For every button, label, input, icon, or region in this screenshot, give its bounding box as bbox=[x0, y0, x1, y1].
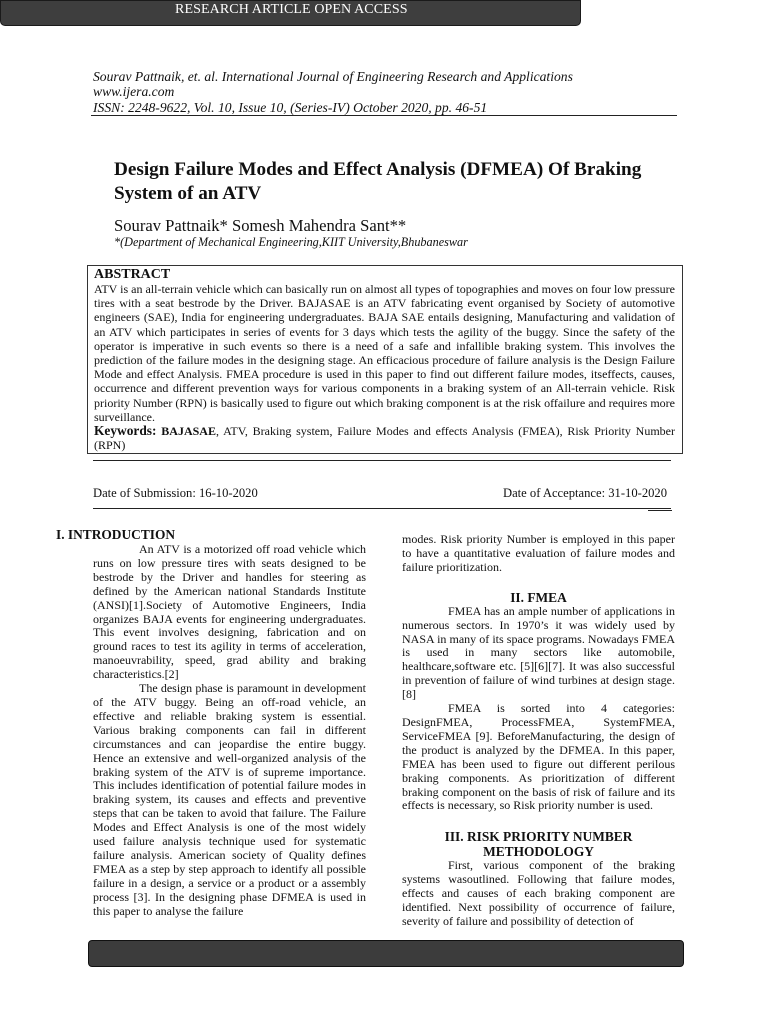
right-column bbox=[402, 533, 675, 929]
fmea-paragraph: FMEA is sorted into 4 categories: DesignFMEA, ProcessFMEA, SystemFMEA, ServiceFMEA [9]. BeforeManufacturing, the design of the product is analyzed by the DFMEA. In this paper, FMEA has been used to figure out different perilous braking components. As prioritization of different braking component on the basis of risk of failure and its effects is necessary, so Risk priority number is used. bbox=[402, 701, 675, 813]
section-heading-fmea: II. FMEA bbox=[510, 589, 567, 605]
keywords-rest: , ATV, Braking system, Failure Modes and effects Analysis (FMEA), Risk Priority Number (RPN) bbox=[94, 424, 675, 453]
introduction-paragraph: An ATV is a motorized off road vehicle which runs on low pressure tires with seats designed to be bestrode by the Driver and handles for steering as defined by the American national Standards Institute (ANSI)[1].Society of Automotive Engineers, India organizes BAJA events for engineering undergraduates. This event involves designing, fabrication and on ground races to test its agility in terms of acceleration, manoeuvrability, speed, grad ability and braking characteristics.[2] bbox=[93, 542, 366, 682]
abstract-heading: ABSTRACT bbox=[94, 267, 171, 282]
paper-authors: Sourav Pattnaik* Somesh Mahendra Sant** bbox=[114, 216, 407, 235]
author-affiliation: *(Department of Mechanical Engineering,KIIT University,Bhubaneswar bbox=[114, 235, 468, 249]
journal-issn: ISSN: 2248-9622, Vol. 10, Issue 10, (Series-IV) October 2020, pp. 46-51 bbox=[93, 99, 488, 115]
footer-bar bbox=[88, 940, 684, 967]
submission-date: Date of Submission: 16-10-2020 bbox=[93, 486, 258, 500]
journal-header bbox=[93, 69, 683, 115]
keywords-label: Keywords: bbox=[94, 423, 157, 439]
introduction-body bbox=[93, 543, 366, 918]
paper-title: Design Failure Modes and Effect Analysis (DFMEA) Of Braking System of an ATV bbox=[114, 159, 642, 204]
keywords bbox=[94, 424, 675, 452]
section-heading-rpn bbox=[402, 829, 675, 859]
abstract-body: ATV is an all-terrain vehicle which can basically run on almost all types of topographies and moves on four low pressure tires with a seat bestrode by the Driver. BAJASAE is an ATV fabricating event organised by Society of automotive engineers (SAE), India for engineering undergraduates. BAJA SAE entails designing, Manufacturing and validation of an ATV which participates in series of events for 3 days which tests the agility of the buggy. Since the safety of the operator is imperative in such events so there is a need of a safe and infallible braking system. This involves the prediction of the failure modes in the designing stage. An efficacious procedure of failure analysis is the Design Failure Mode and effect Analysis. FMEA procedure is used in this paper to find out different failure modes, itseffects, causes, occurrence and different prevention ways for various components in a braking system of an All-terrain vehicle. Risk priority Number (RPN) is basically used to figure out which braking component is at the risk offailure and requires more surveillance. bbox=[94, 282, 675, 424]
left-column bbox=[56, 527, 366, 918]
dates-divider bbox=[93, 508, 671, 509]
header-divider bbox=[91, 115, 677, 116]
acceptance-date: Date of Acceptance: 31-10-2020 bbox=[503, 486, 668, 500]
keywords-first: BAJASAE bbox=[161, 424, 216, 439]
journal-citation: Sourav Pattnaik, et. al. International Journal of Engineering Research and Applications bbox=[93, 69, 573, 84]
fmea-paragraph: FMEA has an ample number of applications in numerous sectors. In 1970’s it was widely used by NASA in many of its space programs. Nowadays FMEA is used in many sectors like automobile, healthcare,software etc. [5][6][7]. It was also successful in prevention of failure of wind turbines at design stage.[8] bbox=[402, 603, 675, 702]
banner-text: RESEARCH ARTICLE OPEN ACCESS bbox=[175, 2, 408, 17]
introduction-paragraph: The design phase is paramount in development of the ATV buggy. Being an off-road vehicle, an effective and reliable braking system is essential. Various braking components can fail in different circumstances and can jeopardise the entire buggy. Hence an extensive and well-organized analysis of the braking system of the ATV is of supreme importance. This includes identification of potential failure modes in braking system, its causes and effects and preventive steps that can be taken to avoid that failure. The Failure Modes and Effect Analysis is one of the most widely used failure analysis technique used for systematic failure analysis. American society of Quality defines FMEA as a step by step approach to identify all possible failure in a design, a service or a product or a assembly process [3]. In the designing phase DFMEA is used in this paper to analyse the failure bbox=[93, 681, 366, 918]
rpn-heading-line: METHODOLOGY bbox=[483, 844, 594, 860]
continuation-paragraph: modes. Risk priority Number is employed in this paper to have a quantitative evaluation of failure modes and failure prioritization. bbox=[402, 532, 675, 574]
dates-divider-tail bbox=[648, 510, 672, 511]
rpn-heading-line: III. RISK PRIORITY NUMBER bbox=[444, 829, 633, 845]
open-access-banner bbox=[0, 0, 581, 26]
abstract-divider bbox=[93, 460, 671, 461]
journal-url[interactable]: www.ijera.com bbox=[93, 84, 175, 100]
abstract-box bbox=[87, 265, 683, 454]
rpn-paragraph: First, various component of the braking systems wasoutlined. Following that failure modes, effects and causes of each braking component are identified. Next possibility of occurrence of failure, severity of failure and possibility of detection of bbox=[402, 858, 675, 928]
section-heading-introduction: I. INTRODUCTION bbox=[56, 527, 176, 542]
